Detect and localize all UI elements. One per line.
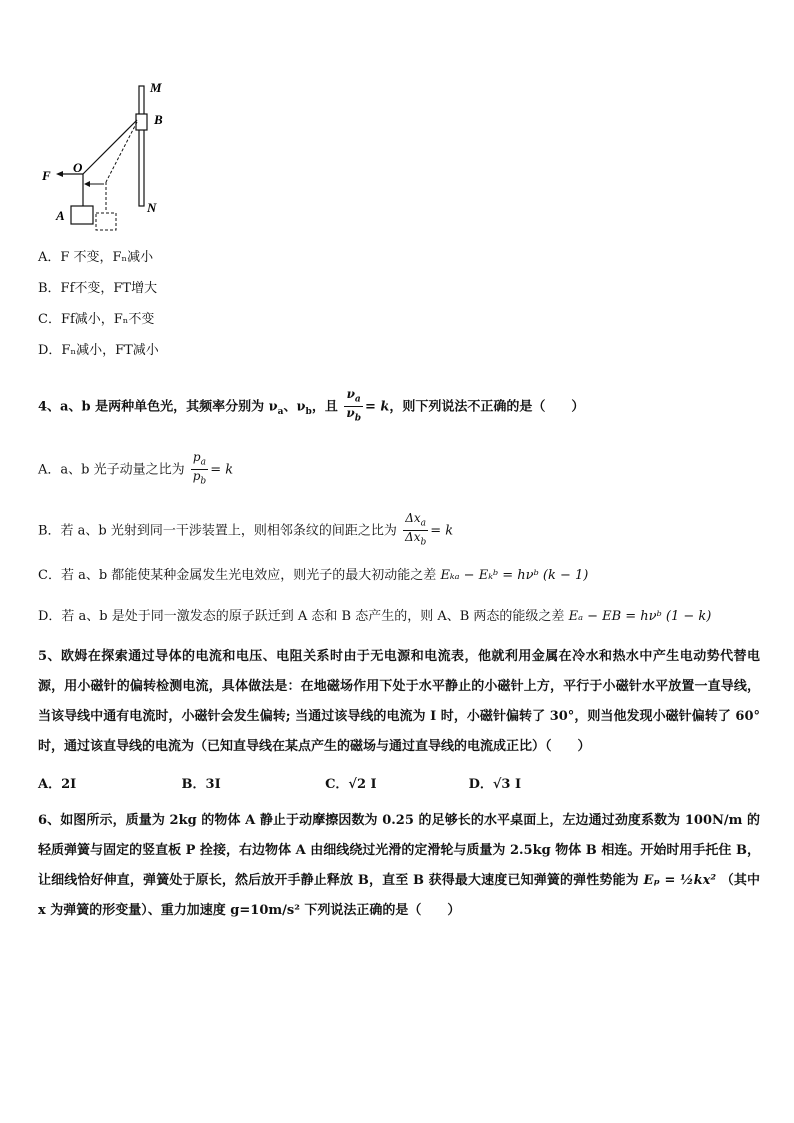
q4-stem-prefix: 4、a、b 是两种单色光，其频率分别为 ν <box>38 399 278 415</box>
q4-stem-suffix: ，则下列说法不正确的是（ ） <box>389 399 585 415</box>
q4-ratio-frac: $\frac{\nu_a}{\nu_b}$ <box>346 387 361 424</box>
q5-stem: 5、欧姆在探索通过导体的电流和电压、电阻关系时由于无电源和电流表，他就利用金属在冷水和热水中产生电动势代替电源，用小磁针的偏转检测电流，具体做法是：在地磁场作用下处于水平静止的小磁针上方，平行于小磁针水平放置一直导线，当该导线中通有电流时，小磁针会发生偏转; 当通过该导线的电流为 I 时，小磁针偏转了 30°，则当他发现小磁针偏转了 60°时，通过该直导线的电流为（已知直导线在某点产生的磁场与通过直导线的电流成正比）（ ） <box>38 649 760 754</box>
force-arrow-head <box>56 171 63 177</box>
pole-mn <box>139 86 144 206</box>
q6-text: 6、如图所示，质量为 2kg 的物体 A 静止于动摩擦因数为 0.25 的足够长的水平桌面上，左边通过劲度系数为 100N/m 的轻质弹簧与固定的竖直板 P 拴接，右边物体 A 由细线绕过光滑的定滑轮与质量为 2.5kg 物体 B 相连。开始时用手托住 B，让细线恰好伸直，弹簧处于原长，然后放开手静止释放 B，直至 B 获得最大速度已知弹簧的弹性势能为 <box>38 813 760 888</box>
q4-b-frac: $\frac{\Delta x_a}{\Delta x_b}$ <box>405 511 427 548</box>
q5-option-b: B．3I <box>181 777 221 792</box>
q4-option-d <box>38 608 711 626</box>
q3-option-a: A．F 不变，Fₙ减小 <box>38 250 154 265</box>
q6-tail: （其中 x 为弹簧的形变量）、重力加速度 g=10m/s² 下列说法正确的是（ ） <box>38 873 760 918</box>
q6-stem <box>38 806 760 926</box>
label-a: A <box>56 208 65 223</box>
q5-option-d: D．√3 I <box>468 777 522 792</box>
q4-c-formula: Eₖₐ − Eₖᵇ = hνᵇ (k − 1) <box>440 568 589 583</box>
box-dashed <box>96 213 116 230</box>
q4-a-frac: $\frac{p_a}{p_b}$ <box>192 450 207 487</box>
label-f: F <box>42 168 51 183</box>
q4-d-formula: Eₐ − EB = hνᵇ (1 − k) <box>568 609 712 624</box>
label-o: O <box>73 160 83 175</box>
q5-option-a: A．2I <box>38 777 77 792</box>
q4-option-b <box>38 512 453 550</box>
q3-option-b: B．Ff不变，FT增大 <box>38 281 158 296</box>
string-dashed-1 <box>106 122 137 182</box>
q4-b-eq: = k <box>430 523 454 539</box>
q4-stem: 4、a、b 是两种单色光，其频率分别为 $\nu_a$、$\nu_b$，且 $\frac{\nu_a}{\nu_b}$ = k，则下列说法不正确的是（ ） <box>38 387 585 424</box>
q3-option-d: D．Fₙ减小，FT减小 <box>38 343 159 358</box>
q4-eq-k: = k <box>364 399 390 415</box>
q6-formula: Eₚ = ½kx² <box>643 873 717 888</box>
q4-option-a <box>38 451 233 489</box>
q4-stem-mid: ，且 <box>311 399 338 415</box>
q5-options <box>38 776 521 794</box>
ring-b <box>136 114 147 130</box>
label-m: M <box>150 80 162 95</box>
label-b: B <box>154 112 163 127</box>
q4-d-prefix: D．若 a、b 是处于同一激发态的原子跃迁到 A 态和 B 态产生的，则 A、B 两态的能级之差 <box>38 609 565 624</box>
q4-c-prefix: C．若 a、b 都能使某种金属发生光电效应，则光子的最大初动能之差 <box>38 568 437 583</box>
q3-option-c: C．Ff减小，Fₙ不变 <box>38 312 155 327</box>
string-solid <box>83 120 137 174</box>
q4-option-c <box>38 567 588 585</box>
label-n: N <box>147 200 157 215</box>
box-a <box>71 206 93 224</box>
motion-arrow-head <box>84 181 90 187</box>
q4-a-prefix: A．a、b 光子动量之比为 <box>38 462 185 478</box>
q5-option-c: C．√2 I <box>325 777 377 792</box>
q4-a-eq: = k <box>210 462 234 478</box>
q4-b-prefix: B．若 a、b 光射到同一干涉装置上，则相邻条纹的间距之比为 <box>38 523 397 539</box>
physics-figure <box>36 76 186 236</box>
